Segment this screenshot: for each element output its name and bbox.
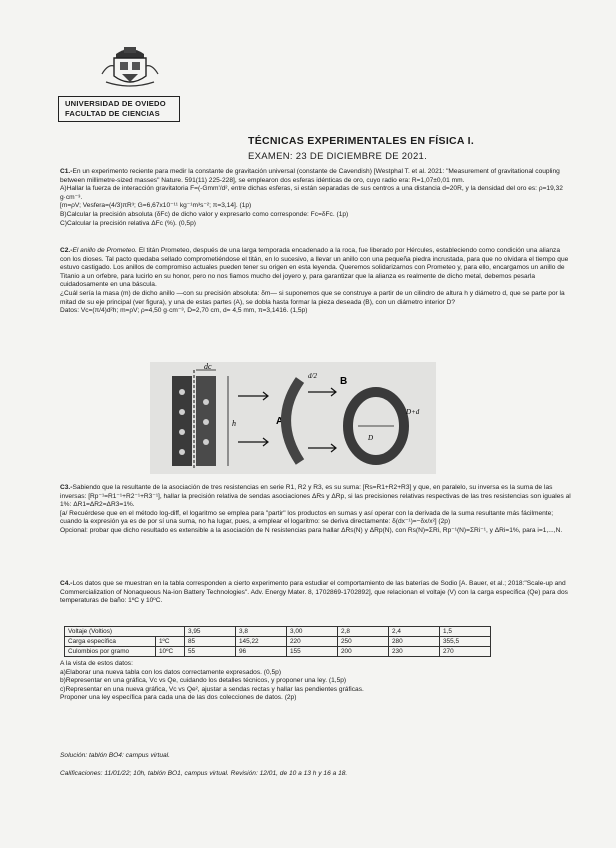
table-row-voltage — [65, 627, 491, 637]
university-crest-icon — [98, 44, 162, 90]
question-1 — [60, 168, 572, 228]
charge-cell: 145,22 — [236, 637, 287, 647]
charge-cell: 155 — [287, 647, 338, 657]
voltage-cell: 3,95 — [185, 627, 236, 637]
question-1-id: C1.- — [60, 168, 73, 175]
charge-cell: 270 — [440, 647, 491, 657]
grades-note: Calificaciones: 11/01/22; 10h, tablón BO1, campus virtual. Revisión: 12/01, de 10 a 13 h y 16 a 18. — [60, 770, 348, 777]
label-dc: dc — [204, 362, 212, 371]
question-4-parts — [60, 660, 572, 703]
question-3 — [60, 484, 572, 536]
voltage-cell: 3,8 — [236, 627, 287, 637]
charge-cell: 85 — [185, 637, 236, 647]
label-h: h — [232, 419, 236, 428]
question-4-text: Los datos que se muestran en la tabla corresponden a cierto experimento para estudiar el comportamiento de las baterías de Sodio [A. Bauer, et al.; 2018:"Scale-up and Commercialization of Nonaqueous Na-ion Battery Technologies". Adv. Energy Mater. 8, 1702869-1702892], que relacionan el voltaje (V) con la carga específica (Qe) para dos temperaturas de baño: 1ºC y 10ºC. — [60, 580, 568, 605]
charge-label: Carga específica — [65, 637, 156, 647]
voltage-cell: 1,5 — [440, 627, 491, 637]
question-2-text: El titán Prometeo, después de una larga temporada encadenado a la roca, fue liberado por Hércules, estableciendo como condición una alianza con los dioses. Tal pacto quedaba sellado comprometiéndose el titán, en lo sucesivo, a llevar un anillo con una pequeña piedra incrustada, para que no olvidara el tiempo que estuvo castigado. Los anillos de compromiso actuales pueden tener su origen en esta leyenda. Queremos solidarizarnos con Prometeo y, para ello, encargamos un anillo de Titanio a un orfebre, para lucirlo en su honor, pero no nos fiamos mucho del joyero y, para garantizar que la alianza es realmente de dicho metal, debemos pesarla cuidadosamente en una báscula. — [60, 247, 569, 289]
question-1-intro: En un experimento reciente para medir la constante de gravitación universal (constante de Cavendish) [Westphal T. et al. 2021: "Measurement of gravitational coupling between millimetre-sized masses" Nature. 591(11) 225-228], se emplearon dos esferas idénticas de oro, cuyo radio era: R=1,07±0,01 mm. — [60, 168, 560, 184]
question-2 — [60, 247, 572, 316]
label-B: B — [340, 376, 348, 387]
label-A: A — [276, 416, 284, 427]
charge-cell: 96 — [236, 647, 287, 657]
label-D: D — [368, 434, 374, 442]
charge-cell: 250 — [338, 637, 389, 647]
question-4-id: C4.- — [60, 580, 73, 587]
question-4 — [60, 580, 572, 606]
question-4-part-a: a)Elaborar una nueva tabla con los datos correctamente expresados. (0,5p) — [60, 668, 282, 676]
voltage-cell: 2,4 — [389, 627, 440, 637]
temp-1-label: 1ºC — [156, 637, 185, 647]
institution-box — [58, 96, 180, 122]
institution-name: UNIVERSIDAD DE OVIEDO — [65, 99, 166, 108]
voltage-label: Voltaje (Voltios) — [65, 627, 185, 637]
question-3-optional: Opcional: probar que dicho resultado es extensible a la asociación de N resistencias para hallar ΔRs(N) y ΔRp(N), con Rs(N)=ΣRi, Rp⁻¹(N)=ΣRi⁻¹, y ΔRi=1%, para i=1,...,N. — [60, 526, 563, 534]
charge-cell: 355,5 — [440, 637, 491, 647]
question-1-part-c: C)Calcular la precisión relativa ΔFc (%). (0,5p) — [60, 219, 196, 227]
question-4-part-c: c)Representar en una nueva gráfica, Vc vs Qe², ajustar a sendas rectas y hallar las pendientes gráficas. — [60, 685, 364, 693]
label-D-plus-d: D+d — [406, 408, 420, 416]
question-1-part-b: B)Calcular la precisión absoluta (δFc) de dicho valor y expresarlo como corresponde: Fc=δFc. (1p) — [60, 210, 349, 218]
question-2-data: Datos: Vc=(π/4)d²h; m=ρV; ρ=4,50 g·cm⁻³, D=2,70 cm, d= 4,5 mm, π=3,1416. (1,5p) — [60, 307, 308, 315]
ring-diagram — [150, 362, 436, 474]
exam-date: EXAMEN: 23 DE DICIEMBRE DE 2021. — [248, 151, 428, 162]
question-4-lead: A la vista de estos datos: — [60, 660, 133, 667]
question-4-part-b: b)Representar en una gráfica, Vc vs Qe, cuidando los detalles técnicos, y proponer una ley. (1,5p) — [60, 677, 347, 685]
charge-cell: 200 — [338, 647, 389, 657]
table-row-charge-t2 — [65, 647, 491, 657]
table-row-charge-t1 — [65, 637, 491, 647]
temp-2-label: 10ºC — [156, 647, 185, 657]
voltage-cell: 2,8 — [338, 627, 389, 637]
charge-cell: 280 — [389, 637, 440, 647]
battery-data-table — [64, 626, 491, 657]
faculty-name: FACULTAD DE CIENCIAS — [65, 109, 160, 118]
question-3-id: C3.- — [60, 484, 73, 491]
question-1-part-a: A)Hallar la fuerza de interacción gravitatoria F=(-Gmm'/d², entre dichas esferas, si están separadas de sus centros a una distancia d=20R, y la densidad del oro es: ρ=19,32 g·cm⁻³. — [60, 185, 563, 201]
charge-cell: 230 — [389, 647, 440, 657]
voltage-cell: 3,00 — [287, 627, 338, 637]
question-1-data: [m=ρV; Vesfera=(4/3)πR³; G=6,67x10⁻¹¹ kg⁻¹m³s⁻²; π=3,14]. (1p) — [60, 202, 252, 210]
question-3-hint: [a/ Recuérdese que en el método log-diff, el logaritmo se emplea para "partir" los productos en sumas y así operar con la derivada de la suma resultante más fácilmente; cuando la expresión ya es de por sí una suma, no ha lugar, pues, a emplear el logaritmo: se deriva directamente: δ(dx⁻¹)=−δx/x²] (2p) — [60, 509, 554, 526]
label-d-half: d/2 — [308, 372, 317, 380]
question-4-part-d: Proponer una ley específica para cada una de las dos colecciones de datos. (2p) — [60, 694, 297, 702]
charge-cell: 55 — [185, 647, 236, 657]
charge-cell: 220 — [287, 637, 338, 647]
question-2-question: ¿Cuál sería la masa (m) de dicho anillo —con su precisión absoluta: δm— si suponemos que se construye a partir de un cilindro de altura h y diámetro d, que se parte por la mitad de su eje principal (ver figura), y una de estas partes (A), se dobla hasta formar la pieza deseada (B), con un diámetro interior D? — [60, 289, 565, 306]
question-3-text: Sabiendo que la resultante de la asociación de tres resistencias en serie R1, R2 y R3, es su suma: [Rs=R1+R2+R3] y que, en paralelo, su inversa es la suma de las inversas: [Rp⁻¹=R1⁻¹+R2⁻¹+R3⁻¹], hallar la precisión relativa de sendas asociaciones ΔRs y ΔRp, si las precisiones relativas respectivas de las tres resistencias son iguales al 1%: ΔR1=ΔR2=ΔR3=1%. — [60, 484, 571, 509]
charge-unit-label: Culombios por gramo — [65, 647, 156, 657]
solution-note: Solución: tablón BO4: campus virtual. — [60, 752, 170, 759]
question-2-title: El anillo de Prometeo. — [72, 247, 137, 254]
question-2-id: C2.- — [60, 247, 73, 254]
exam-title: TÉCNICAS EXPERIMENTALES EN FÍSICA I. — [248, 135, 475, 147]
